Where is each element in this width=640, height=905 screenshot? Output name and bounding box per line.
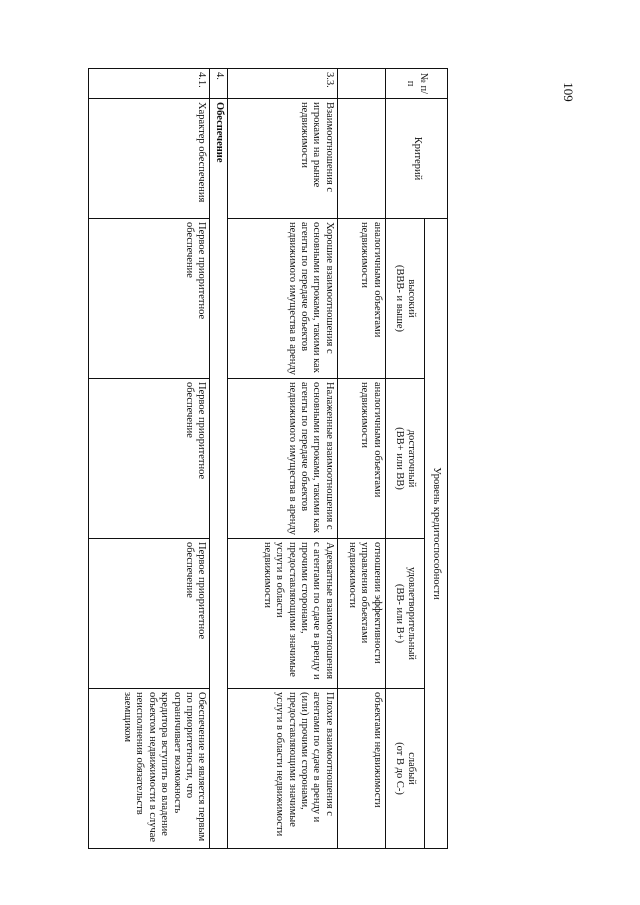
- header-col-sufficient: [385, 379, 424, 539]
- header-row-1: [425, 69, 448, 849]
- row-num: 4.1.: [89, 69, 210, 99]
- row-criterion: Характер обеспечения: [89, 99, 210, 219]
- table-cell: Первое приоритетное обеспечение: [89, 379, 210, 539]
- header-col-sub: (BB- или B+): [393, 583, 405, 644]
- table-cell: аналогичными объектами недвижимости: [337, 379, 385, 539]
- table-cell: объектами недвижимости: [337, 689, 385, 849]
- row-num: 4.: [210, 69, 227, 99]
- table-cell: Налаженные взаимоотношения с основными игроками, такими как агенты по передаче объектов недвижимого имущества в аренду: [227, 379, 337, 539]
- header-col-sub: (от B до C-): [393, 742, 405, 795]
- table-cell: Первое приоритетное обеспечение: [89, 219, 210, 379]
- header-col-sub: (BB+ или BB): [393, 427, 405, 490]
- table-row-continuation: [337, 69, 385, 849]
- table-row-3-3: [227, 69, 337, 849]
- row-num: [337, 69, 385, 99]
- credit-rating-table: [88, 68, 448, 849]
- header-num: № п/п: [385, 69, 447, 99]
- header-criterion: Критерий: [385, 99, 447, 219]
- row-criterion: Взаимоотношения с игроками на рынке недвижимости: [227, 99, 337, 219]
- table-cell: Обеспечение не является первым по приоритетности, что ограничивает возможность кредитора вступить во владение объектом недвижимости в случае неисполнения обязательств заемщиком: [89, 689, 210, 849]
- table-cell: Хорошие взаимоотношения с основными игроками, такими как агенты по передаче объектов недвижимого имущества в аренду: [227, 219, 337, 379]
- rotated-table-frame: [88, 68, 448, 848]
- row-num: 3.3.: [227, 69, 337, 99]
- table-row-section-4: [210, 69, 227, 849]
- table-cell: Адекватные взаимоотношения с агентами по сдаче в аренду и прочими сторонами, предоставляющими значимые услуги в области недвижимости: [227, 539, 337, 689]
- table-row-4-1: [89, 69, 210, 849]
- header-col-name: слабый: [406, 752, 418, 785]
- header-col-high: [385, 219, 424, 379]
- table-cell: аналогичными объектами недвижимости: [337, 219, 385, 379]
- header-col-sub: (BBB- и выше): [393, 264, 405, 333]
- table-cell: отношении эффективности управления объектами недвижимости: [337, 539, 385, 689]
- page-number: 109: [561, 82, 576, 102]
- table-cell: Первое приоритетное обеспечение: [89, 539, 210, 689]
- table-wrapper: [88, 68, 448, 848]
- header-col-weak: [385, 689, 424, 849]
- header-col-name: достаточный: [406, 429, 418, 488]
- header-col-name: удовлетворительный: [406, 566, 418, 661]
- row-criterion: [337, 99, 385, 219]
- header-col-name: высокий: [406, 279, 418, 318]
- header-col-satisfactory: [385, 539, 424, 689]
- section-title: Обеспечение: [210, 99, 227, 849]
- header-level: Уровень кредитоспособности: [425, 219, 448, 849]
- table-cell: Плохие взаимоотношения с агентами по сдаче в аренду и (или) прочими сторонами, предоставляющими значимые услуги в области недвижимости: [227, 689, 337, 849]
